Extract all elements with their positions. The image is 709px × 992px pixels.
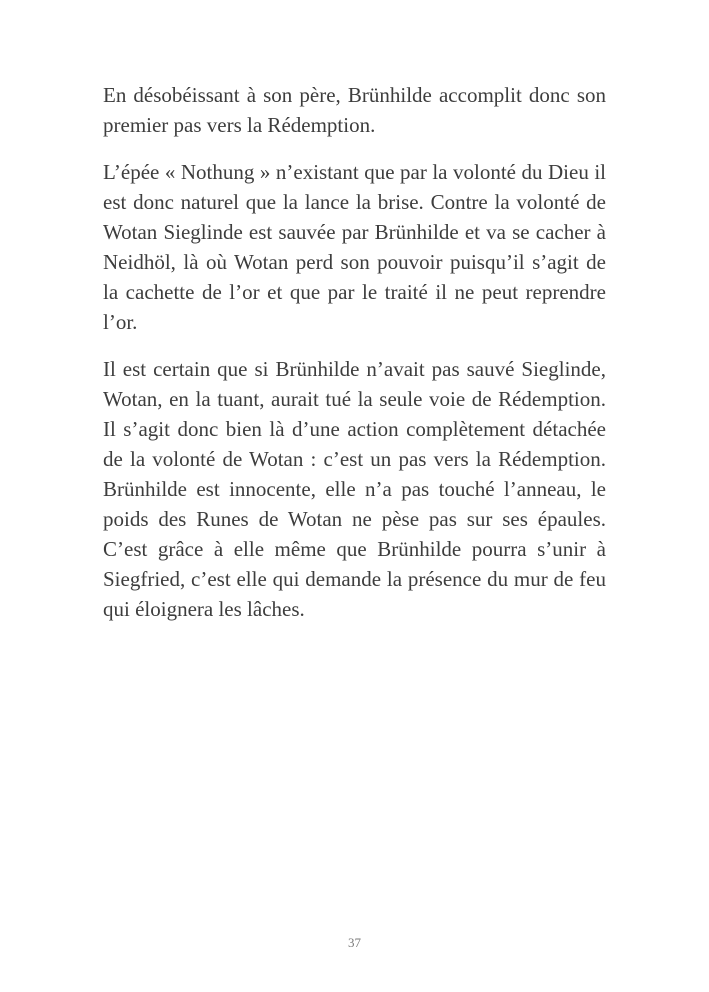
paragraph-3: Il est certain que si Brünhilde n’avait pas sauvé Sieglinde, Wotan, en la tuant, aurait tué la seule voie de Rédemption. Il s’agit donc bien là d’une action complètement détachée de la volonté de Wotan : c’est un pas vers la Rédemption. Brünhilde est innocente, elle n’a pas touché l’anneau, le poids des Runes de Wotan ne pèse pas sur ses épaules. C’est grâce à elle même que Brünhilde pourra s’unir à Siegfried, c’est elle qui demande la présence du mur de feu qui éloignera les lâches. — [103, 357, 606, 621]
page-number: 37 — [348, 935, 361, 950]
paragraph-1: En désobéissant à son père, Brünhilde accomplit donc son premier pas vers la Rédemption. — [103, 83, 606, 137]
text-block — [103, 80, 606, 624]
paragraph-2: L’épée « Nothung » n’existant que par la volonté du Dieu il est donc naturel que la lance la brise. Contre la volonté de Wotan Sieglinde est sauvée par Brünhilde et va se cacher à Neidhöl, là où Wotan perd son pouvoir puisqu’il s’agit de la cachette de l’or et que par le traité il ne peut reprendre l’or. — [103, 160, 606, 334]
